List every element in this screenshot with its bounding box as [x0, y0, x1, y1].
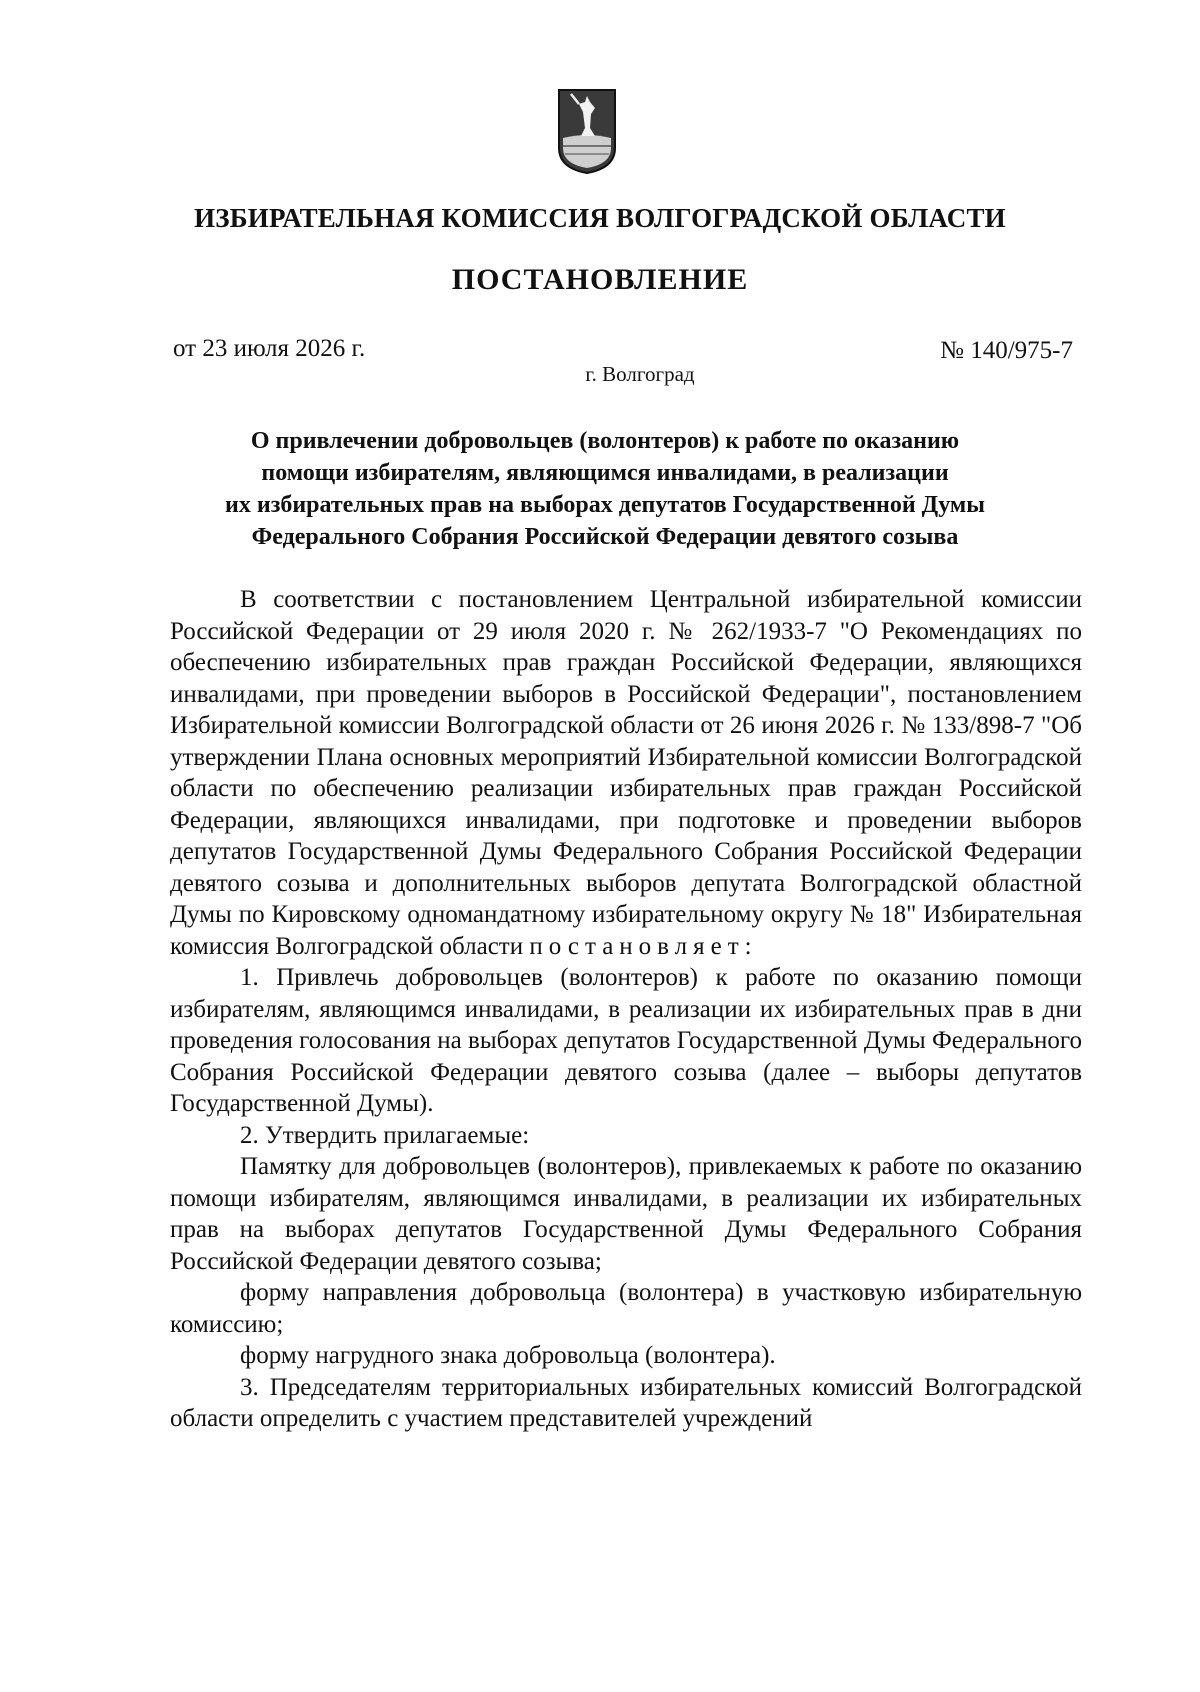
title-line: их избирательных прав на выборах депутатов Государственной Думы: [225, 492, 985, 518]
preamble-text: В соответствии с постановлением Центральной избирательной комиссии Российской Федерации от 29 июля 2020 г. № 262/1933-7 "О Рекомендациях по обеспечению избирательных прав граждан Российской Федерации, являющихся инвалидами, при проведении выборов в Российской Федерации", постановлением Избирательной комиссии Волгоградской области от 26 июня 2026 г. № 133/898-7 "Об утверждении Плана основных мероприятий Избирательной комиссии Волгоградской области по обеспечению реализации избирательных прав граждан Российской Федерации, являющихся инвалидами, при подготовке и проведении выборов депутатов Государственной Думы Федерального Собрания Российской Федерации девятого созыва и дополнительных выборов депутата Волгоградской областной Думы по Кировскому одномандатному избирательному округу № 18" Избирательная комиссия Волгоградской области: [170, 586, 1082, 960]
title-line: помощи избирателям, являющимся инвалидами, в реализации: [261, 460, 949, 486]
title-line: О привлечении добровольцев (волонтеров) к работе по оказанию: [250, 428, 960, 454]
item-2-paragraph: 2. Утвердить прилагаемые:: [240, 1121, 530, 1149]
resolves-word: постановляет:: [529, 932, 758, 960]
coat-of-arms-icon: [557, 88, 617, 174]
organization-name: ИЗБИРАТЕЛЬНАЯ КОМИССИЯ ВОЛГОГРАДСКОЙ ОБЛАСТИ: [194, 203, 1006, 233]
document-date: от 23 июля 2026 г.: [173, 335, 366, 362]
document-type: ПОСТАНОВЛЕНИЕ: [451, 263, 749, 296]
item-3-paragraph: 3. Председателям территориальных избирательных комиссий Волгоградской области определить с участием представителей учреждений: [170, 1373, 1082, 1432]
item-2b-paragraph: форму направления добровольца (волонтера) в участковую избирательную комиссию;: [170, 1279, 1082, 1338]
document-city: г. Волгоград: [585, 362, 695, 386]
document-title: [160, 425, 1050, 553]
document-number: № 140/975-7: [940, 337, 1073, 364]
item-2a-paragraph: Памятку для добровольцев (волонтеров), привлекаемых к работе по оказанию помощи избирателям, являющимся инвалидами, в реализации их избирательных прав на выборах депутатов Государственной Думы Федерального Собрания Российской Федерации девятого созыва;: [170, 1153, 1082, 1275]
document-body: [170, 584, 1082, 1435]
title-line: Федерального Собрания Российской Федерации девятого созыва: [251, 524, 959, 550]
item-2c-paragraph: форму нагрудного знака добровольца (волонтера).: [240, 1342, 776, 1369]
preamble-paragraph: [170, 584, 1082, 962]
item-1-paragraph: 1. Привлечь добровольцев (волонтеров) к работе по оказанию помощи избирателям, являющимся инвалидами, в реализации их избирательных прав в дни проведения голосования на выборах депутатов Государственной Думы Федерального Собрания Российской Федерации девятого созыва (далее – выборы депутатов Государственной Думы).: [170, 964, 1082, 1117]
